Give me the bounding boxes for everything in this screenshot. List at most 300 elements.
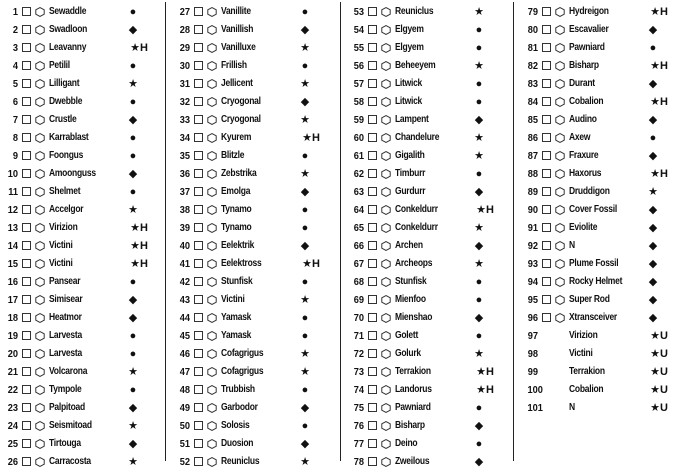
checklist-row [6, 435, 156, 453]
hexagon-checkbox-icon[interactable] [381, 421, 391, 431]
hexagon-checkbox-icon[interactable] [35, 457, 45, 467]
hexagon-checkbox-icon[interactable] [35, 151, 45, 161]
checkbox[interactable] [368, 223, 377, 232]
hexagon-checkbox-icon[interactable] [381, 367, 391, 377]
checkbox[interactable] [542, 61, 551, 70]
checklist-row [526, 381, 676, 399]
checkbox[interactable] [368, 79, 377, 88]
hexagon-checkbox-icon[interactable] [207, 241, 217, 251]
hexagon-checkbox-icon[interactable] [35, 385, 45, 395]
checkbox[interactable] [194, 403, 203, 412]
hexagon-checkbox-icon[interactable] [555, 223, 565, 233]
checklist-column-2 [178, 3, 328, 471]
hexagon-checkbox-icon[interactable] [381, 403, 391, 413]
checklist-row [6, 75, 156, 93]
card-name: Swadloon [49, 24, 88, 35]
rarity-circle-icon: ● [301, 60, 309, 72]
checklist-row [178, 39, 328, 57]
checklist-row [352, 57, 502, 75]
checkbox[interactable] [194, 259, 203, 268]
hexagon-checkbox-icon[interactable] [207, 295, 217, 305]
hexagon-checkbox-icon[interactable] [381, 223, 391, 233]
rarity-star-icon: ★ [300, 114, 310, 126]
checkbox[interactable] [542, 79, 551, 88]
card-number: 60 [353, 132, 364, 144]
card-number: 80 [527, 24, 538, 36]
checkbox[interactable] [22, 223, 31, 232]
checklist-row [526, 201, 676, 219]
hexagon-checkbox-icon[interactable] [207, 313, 217, 323]
checkbox[interactable] [368, 313, 377, 322]
card-name: Litwick [395, 78, 423, 89]
checkbox[interactable] [22, 439, 31, 448]
hexagon-checkbox-icon[interactable] [35, 295, 45, 305]
hexagon-checkbox-icon[interactable] [381, 25, 391, 35]
hexagon-checkbox-icon[interactable] [207, 151, 217, 161]
checkbox[interactable] [368, 277, 377, 286]
card-number: 99 [527, 366, 538, 378]
checkbox[interactable] [542, 205, 551, 214]
rarity-star-icon: ★ [474, 6, 484, 18]
checkbox[interactable] [22, 7, 31, 16]
hexagon-checkbox-icon[interactable] [35, 367, 45, 377]
card-name: Xtransceiver [569, 312, 617, 323]
rarity-star-icon: ★ [300, 456, 310, 468]
checkbox[interactable] [22, 61, 31, 70]
checkbox[interactable] [368, 115, 377, 124]
card-name: Frillish [221, 60, 247, 71]
checkbox[interactable] [194, 169, 203, 178]
card-number: 96 [527, 312, 538, 324]
checkbox[interactable] [22, 97, 31, 106]
rarity-circle-icon: ● [475, 402, 483, 414]
checkbox[interactable] [22, 115, 31, 124]
hexagon-checkbox-icon[interactable] [35, 187, 45, 197]
checkbox[interactable] [368, 439, 377, 448]
hexagon-checkbox-icon[interactable] [381, 277, 391, 287]
checklist-row [526, 291, 676, 309]
checkbox[interactable] [194, 241, 203, 250]
card-number: 74 [353, 384, 364, 396]
card-number: 57 [353, 78, 364, 90]
checkbox[interactable] [368, 25, 377, 34]
checkbox[interactable] [542, 169, 551, 178]
rarity-suffix: U [660, 384, 668, 396]
checkbox[interactable] [368, 367, 377, 376]
hexagon-checkbox-icon[interactable] [35, 259, 45, 269]
checkbox[interactable] [22, 457, 31, 466]
rarity-circle-icon: ● [475, 276, 483, 288]
rarity-circle-icon: ● [129, 348, 137, 360]
checkbox[interactable] [368, 61, 377, 70]
checkbox[interactable] [368, 43, 377, 52]
hexagon-checkbox-icon[interactable] [381, 349, 391, 359]
card-number: 89 [527, 186, 538, 198]
hexagon-checkbox-icon[interactable] [35, 403, 45, 413]
checkbox[interactable] [542, 151, 551, 160]
hexagon-checkbox-icon[interactable] [381, 169, 391, 179]
hexagon-checkbox-icon[interactable] [35, 223, 45, 233]
card-name: Jellicent [221, 78, 253, 89]
checklist-row [178, 363, 328, 381]
checklist-row [6, 39, 156, 57]
hexagon-checkbox-icon[interactable] [555, 151, 565, 161]
hexagon-checkbox-icon[interactable] [381, 115, 391, 125]
hexagon-checkbox-icon[interactable] [207, 61, 217, 71]
checkbox[interactable] [22, 79, 31, 88]
rarity-diamond-icon: ◆ [300, 96, 310, 108]
checkbox[interactable] [194, 277, 203, 286]
card-name: Zweilous [395, 456, 430, 467]
checkbox[interactable] [22, 277, 31, 286]
checklist-row [6, 327, 156, 345]
checkbox[interactable] [368, 187, 377, 196]
checklist-row [352, 201, 502, 219]
checkbox[interactable] [194, 295, 203, 304]
hexagon-checkbox-icon[interactable] [555, 97, 565, 107]
hexagon-checkbox-icon[interactable] [207, 7, 217, 17]
hexagon-checkbox-icon[interactable] [381, 331, 391, 341]
hexagon-checkbox-icon[interactable] [555, 61, 565, 71]
hexagon-checkbox-icon[interactable] [35, 133, 45, 143]
hexagon-checkbox-icon[interactable] [207, 457, 217, 467]
rarity-diamond-icon: ◆ [474, 456, 484, 468]
hexagon-checkbox-icon[interactable] [207, 277, 217, 287]
checkbox[interactable] [194, 133, 203, 142]
hexagon-checkbox-icon[interactable] [381, 295, 391, 305]
checklist-row [526, 219, 676, 237]
checkbox[interactable] [542, 133, 551, 142]
card-name: Emolga [221, 186, 251, 197]
card-name: Eelektrik [221, 240, 255, 251]
checkbox[interactable] [194, 349, 203, 358]
hexagon-checkbox-icon[interactable] [207, 385, 217, 395]
card-name: Simisear [49, 294, 83, 305]
hexagon-checkbox-icon[interactable] [35, 277, 45, 287]
rarity-star-icon: ★H [130, 222, 148, 234]
checkbox[interactable] [368, 331, 377, 340]
card-name: Palpitoad [49, 402, 85, 413]
checkbox[interactable] [542, 277, 551, 286]
checkbox[interactable] [22, 313, 31, 322]
hexagon-checkbox-icon[interactable] [381, 187, 391, 197]
hexagon-checkbox-icon[interactable] [207, 367, 217, 377]
checkbox[interactable] [368, 295, 377, 304]
hexagon-checkbox-icon[interactable] [555, 43, 565, 53]
checkbox[interactable] [22, 331, 31, 340]
checkbox[interactable] [368, 133, 377, 142]
checkbox[interactable] [194, 331, 203, 340]
hexagon-checkbox-icon[interactable] [35, 349, 45, 359]
checkbox[interactable] [22, 205, 31, 214]
hexagon-checkbox-icon[interactable] [555, 169, 565, 179]
card-number: 81 [527, 42, 538, 54]
hexagon-checkbox-icon[interactable] [207, 43, 217, 53]
checkbox[interactable] [542, 223, 551, 232]
rarity-circle-icon: ● [649, 132, 657, 144]
checklist-row [178, 309, 328, 327]
card-number: 51 [179, 438, 190, 450]
rarity-circle-icon: ● [129, 6, 137, 18]
hexagon-checkbox-icon[interactable] [207, 331, 217, 341]
hexagon-checkbox-icon[interactable] [207, 169, 217, 179]
hexagon-checkbox-icon[interactable] [555, 277, 565, 287]
checkbox[interactable] [22, 367, 31, 376]
checkbox[interactable] [368, 7, 377, 16]
rarity-circle-icon: ● [475, 438, 483, 450]
checklist-row [6, 255, 156, 273]
hexagon-checkbox-icon[interactable] [381, 133, 391, 143]
hexagon-checkbox-icon[interactable] [381, 97, 391, 107]
hexagon-checkbox-icon[interactable] [207, 79, 217, 89]
hexagon-checkbox-icon[interactable] [555, 79, 565, 89]
checkbox[interactable] [194, 79, 203, 88]
card-name: Stunfisk [221, 276, 253, 287]
rarity-star-icon: ★ [474, 150, 484, 162]
card-number: 101 [527, 402, 543, 414]
checkbox[interactable] [542, 295, 551, 304]
checkbox[interactable] [368, 205, 377, 214]
hexagon-checkbox-icon[interactable] [381, 385, 391, 395]
card-number: 3 [12, 42, 18, 54]
hexagon-checkbox-icon[interactable] [207, 187, 217, 197]
card-name: Gigalith [395, 150, 425, 161]
hexagon-checkbox-icon[interactable] [555, 241, 565, 251]
checkbox[interactable] [368, 97, 377, 106]
checklist-row [526, 3, 676, 21]
checkbox[interactable] [22, 259, 31, 268]
card-name: Litwick [395, 96, 423, 107]
rarity-circle-icon: ● [475, 294, 483, 306]
card-number: 76 [353, 420, 364, 432]
hexagon-checkbox-icon[interactable] [381, 7, 391, 17]
checkbox[interactable] [194, 43, 203, 52]
card-number: 92 [527, 240, 538, 252]
checkbox[interactable] [194, 457, 203, 466]
rarity-diamond-icon: ◆ [648, 222, 658, 234]
hexagon-checkbox-icon[interactable] [35, 331, 45, 341]
rarity-circle-icon: ● [475, 42, 483, 54]
rarity-diamond-icon: ◆ [128, 294, 138, 306]
hexagon-checkbox-icon[interactable] [207, 115, 217, 125]
checkbox[interactable] [194, 223, 203, 232]
rarity-suffix: H [140, 222, 148, 234]
checkbox[interactable] [542, 7, 551, 16]
hexagon-checkbox-icon[interactable] [207, 259, 217, 269]
checkbox[interactable] [22, 421, 31, 430]
hexagon-checkbox-icon[interactable] [381, 241, 391, 251]
checklist-row [352, 417, 502, 435]
card-number: 69 [353, 294, 364, 306]
checkbox[interactable] [194, 115, 203, 124]
card-name: Reuniclus [395, 6, 434, 17]
checkbox[interactable] [368, 403, 377, 412]
card-number: 85 [527, 114, 538, 126]
hexagon-checkbox-icon[interactable] [555, 205, 565, 215]
rarity-suffix: H [140, 42, 148, 54]
card-number: 34 [179, 132, 190, 144]
card-number: 18 [7, 312, 19, 324]
rarity-star-icon: ★H [650, 96, 668, 108]
checklist-row [526, 75, 676, 93]
hexagon-checkbox-icon[interactable] [555, 313, 565, 323]
card-number: 27 [179, 6, 190, 18]
hexagon-checkbox-icon[interactable] [381, 313, 391, 323]
rarity-circle-icon: ● [129, 186, 137, 198]
checklist-row [526, 273, 676, 291]
hexagon-checkbox-icon[interactable] [35, 205, 45, 215]
hexagon-checkbox-icon[interactable] [381, 61, 391, 71]
hexagon-checkbox-icon[interactable] [207, 223, 217, 233]
rarity-star-icon: ★ [474, 132, 484, 144]
checkbox[interactable] [542, 259, 551, 268]
hexagon-checkbox-icon[interactable] [207, 205, 217, 215]
hexagon-checkbox-icon[interactable] [555, 25, 565, 35]
rarity-diamond-icon: ◆ [648, 312, 658, 324]
card-number: 70 [353, 312, 364, 324]
hexagon-checkbox-icon[interactable] [35, 97, 45, 107]
hexagon-checkbox-icon[interactable] [381, 439, 391, 449]
checkbox[interactable] [368, 151, 377, 160]
rarity-circle-icon: ● [475, 330, 483, 342]
checkbox[interactable] [22, 133, 31, 142]
hexagon-checkbox-icon[interactable] [381, 457, 391, 467]
checkbox[interactable] [542, 43, 551, 52]
checkbox[interactable] [542, 313, 551, 322]
checklist-row [352, 75, 502, 93]
hexagon-checkbox-icon[interactable] [35, 43, 45, 53]
checkbox[interactable] [368, 421, 377, 430]
checkbox[interactable] [22, 403, 31, 412]
checkbox[interactable] [368, 349, 377, 358]
rarity-star-icon: ★ [648, 186, 658, 198]
checkbox[interactable] [194, 151, 203, 160]
hexagon-checkbox-icon[interactable] [381, 205, 391, 215]
checkbox[interactable] [542, 25, 551, 34]
hexagon-checkbox-icon[interactable] [207, 403, 217, 413]
checkbox[interactable] [194, 97, 203, 106]
rarity-star-icon: ★H [476, 204, 494, 216]
hexagon-checkbox-icon[interactable] [381, 43, 391, 53]
rarity-suffix: U [660, 348, 668, 360]
hexagon-checkbox-icon[interactable] [207, 133, 217, 143]
card-number: 95 [527, 294, 538, 306]
checkbox[interactable] [22, 385, 31, 394]
hexagon-checkbox-icon[interactable] [207, 421, 217, 431]
hexagon-checkbox-icon[interactable] [35, 313, 45, 323]
checkbox[interactable] [22, 295, 31, 304]
checklist-row [6, 453, 156, 471]
rarity-star-icon: ★ [474, 60, 484, 72]
rarity-diamond-icon: ◆ [474, 114, 484, 126]
card-number: 10 [7, 168, 19, 180]
checkbox[interactable] [368, 169, 377, 178]
hexagon-checkbox-icon[interactable] [35, 241, 45, 251]
rarity-circle-icon: ● [475, 96, 483, 108]
checkbox[interactable] [542, 187, 551, 196]
hexagon-checkbox-icon[interactable] [35, 115, 45, 125]
checklist-row [6, 111, 156, 129]
hexagon-checkbox-icon[interactable] [381, 151, 391, 161]
checkbox[interactable] [194, 205, 203, 214]
checkbox[interactable] [368, 385, 377, 394]
checkbox[interactable] [194, 385, 203, 394]
checklist-row [352, 435, 502, 453]
hexagon-checkbox-icon[interactable] [555, 133, 565, 143]
hexagon-checkbox-icon[interactable] [555, 115, 565, 125]
checkbox[interactable] [194, 187, 203, 196]
hexagon-checkbox-icon[interactable] [555, 187, 565, 197]
checkbox[interactable] [22, 349, 31, 358]
checkbox[interactable] [194, 313, 203, 322]
hexagon-checkbox-icon[interactable] [207, 97, 217, 107]
hexagon-checkbox-icon[interactable] [35, 7, 45, 17]
checkbox[interactable] [368, 457, 377, 466]
card-number: 22 [7, 384, 19, 396]
checkbox[interactable] [194, 25, 203, 34]
checkbox[interactable] [22, 25, 31, 34]
card-name: Virizion [49, 222, 78, 233]
hexagon-checkbox-icon[interactable] [381, 259, 391, 269]
rarity-star-icon: ★U [650, 384, 668, 396]
hexagon-checkbox-icon[interactable] [207, 349, 217, 359]
card-name: Amoonguss [49, 168, 96, 179]
checkbox[interactable] [22, 169, 31, 178]
hexagon-checkbox-icon[interactable] [555, 259, 565, 269]
checkbox[interactable] [194, 439, 203, 448]
checkbox[interactable] [22, 43, 31, 52]
checkbox[interactable] [22, 151, 31, 160]
hexagon-checkbox-icon[interactable] [555, 7, 565, 17]
card-name: Tynamo [221, 204, 252, 215]
checkbox[interactable] [194, 7, 203, 16]
hexagon-checkbox-icon[interactable] [207, 25, 217, 35]
checkbox[interactable] [194, 421, 203, 430]
card-name: Elgyem [395, 42, 424, 53]
hexagon-checkbox-icon[interactable] [35, 439, 45, 449]
checklist-row [352, 183, 502, 201]
rarity-suffix: H [486, 204, 494, 216]
checkbox[interactable] [194, 61, 203, 70]
card-number: 35 [179, 150, 190, 162]
checkbox[interactable] [542, 115, 551, 124]
checkbox[interactable] [368, 241, 377, 250]
card-number: 16 [7, 276, 19, 288]
checkbox[interactable] [22, 187, 31, 196]
checkbox[interactable] [542, 97, 551, 106]
checkbox[interactable] [194, 367, 203, 376]
card-number: 77 [353, 438, 364, 450]
hexagon-checkbox-icon[interactable] [35, 421, 45, 431]
checkbox[interactable] [22, 241, 31, 250]
checklist-row [178, 183, 328, 201]
checkbox[interactable] [368, 259, 377, 268]
card-number: 58 [353, 96, 364, 108]
card-number: 20 [7, 348, 19, 360]
hexagon-checkbox-icon[interactable] [207, 439, 217, 449]
hexagon-checkbox-icon[interactable] [35, 79, 45, 89]
hexagon-checkbox-icon[interactable] [381, 79, 391, 89]
checkbox[interactable] [542, 241, 551, 250]
hexagon-checkbox-icon[interactable] [35, 25, 45, 35]
hexagon-checkbox-icon[interactable] [555, 295, 565, 305]
hexagon-checkbox-icon[interactable] [35, 169, 45, 179]
checklist-row [6, 3, 156, 21]
card-number: 39 [179, 222, 190, 234]
rarity-star-icon: ★H [130, 240, 148, 252]
hexagon-checkbox-icon[interactable] [35, 61, 45, 71]
card-number: 66 [353, 240, 364, 252]
